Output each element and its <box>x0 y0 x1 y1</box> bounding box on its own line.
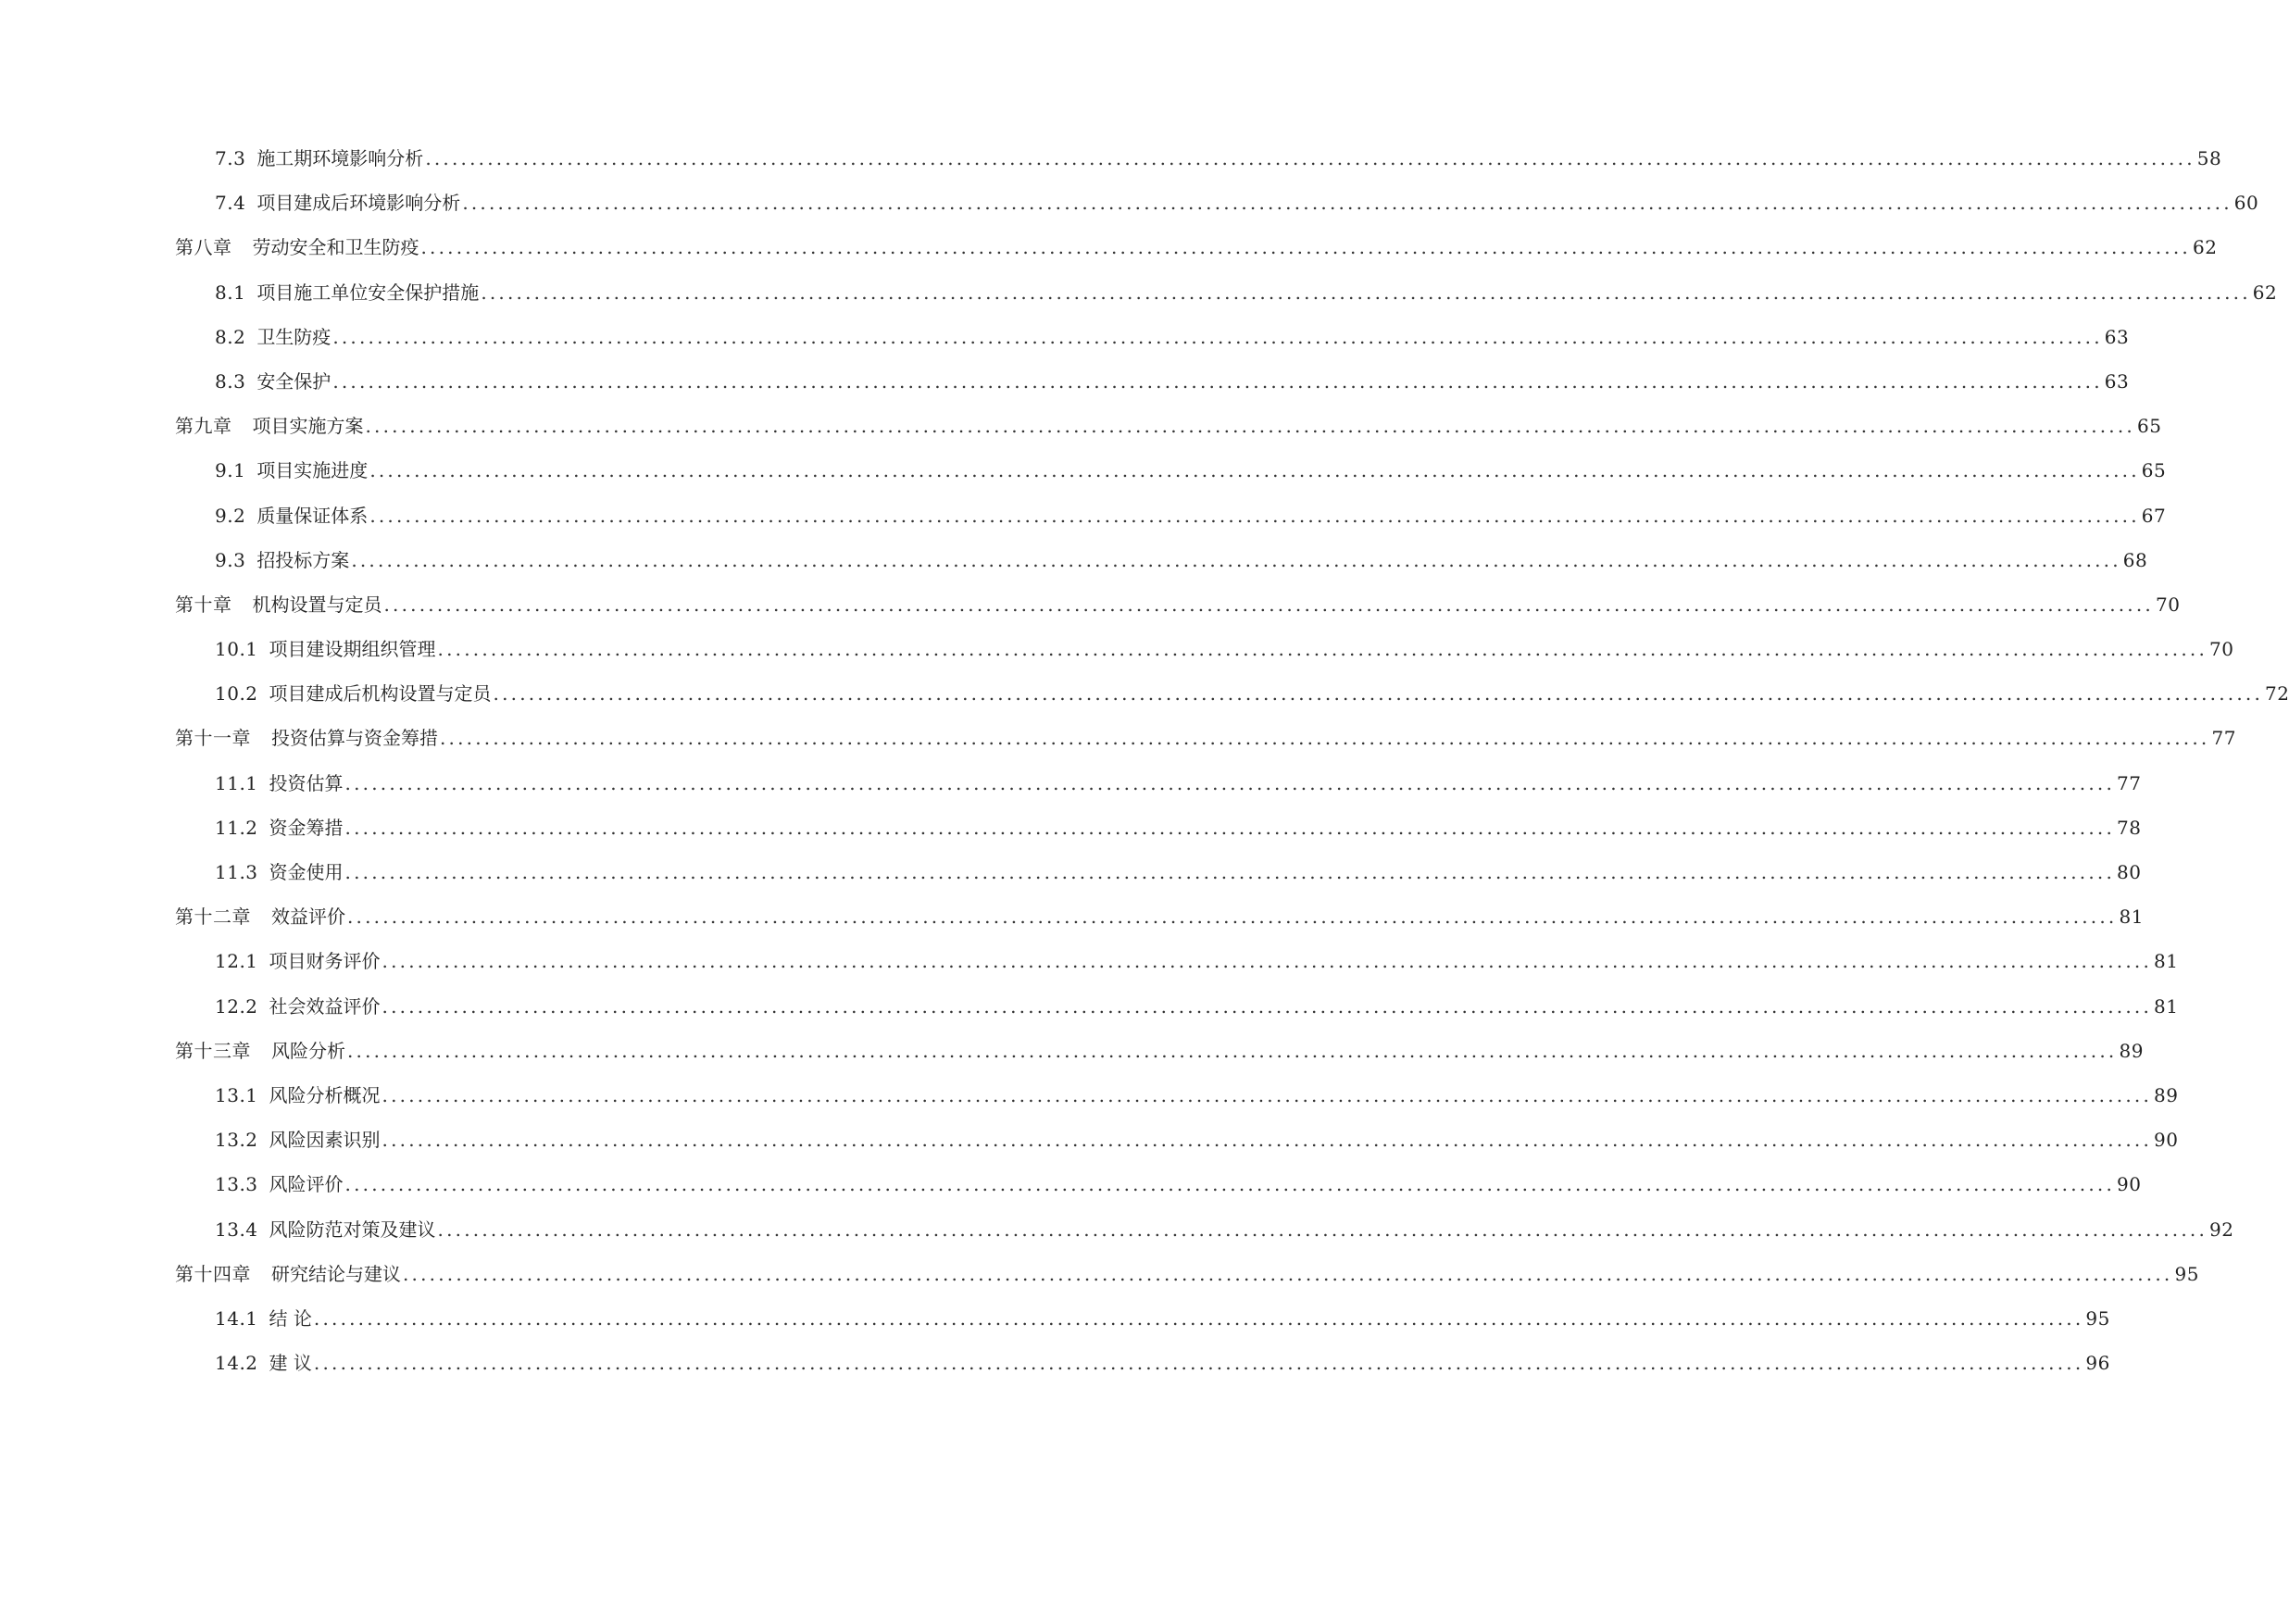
toc-entry-page-number: 89 <box>2119 1039 2144 1062</box>
toc-entry-page-number: 70 <box>2155 593 2181 616</box>
toc-entry-page-number: 63 <box>2104 325 2130 348</box>
toc-section-row[interactable] <box>0 1081 2179 1126</box>
toc-entry-title: 风险分析概况 <box>269 1083 381 1106</box>
toc-section-row[interactable] <box>0 814 2142 858</box>
toc-section-row[interactable] <box>0 635 2234 680</box>
toc-section-row[interactable] <box>0 680 2289 724</box>
toc-entry-number: 13.3 <box>215 1173 258 1196</box>
toc-entry <box>215 1305 2110 1332</box>
toc-entry-number: 14.2 <box>215 1352 258 1375</box>
toc-entry-title: 项目建成后环境影响分析 <box>256 192 461 215</box>
toc-entry-page-number: 58 <box>2196 147 2222 169</box>
dot-leader: ........................................................................................................................................................................................................ <box>347 1039 2118 1062</box>
toc-entry-number: 9.3 <box>215 548 246 571</box>
toc-entry <box>215 635 2234 663</box>
toc-entry-number: 第十章 <box>175 593 232 616</box>
toc-entry-page-number: 65 <box>2136 415 2162 438</box>
toc-entry-page-number: 62 <box>2252 281 2278 304</box>
toc-entry-page-number: 89 <box>2154 1083 2179 1106</box>
dot-leader: ........................................................................................................................................................................................................ <box>332 325 2103 348</box>
dot-leader: ........................................................................................................................................................................................................ <box>425 147 2195 169</box>
dot-leader: ........................................................................................................................................................................................................ <box>493 682 2264 706</box>
toc-entry-title: 劳动安全和卫生防疫 <box>252 236 419 259</box>
toc-chapter-row[interactable] <box>0 591 2181 635</box>
toc-entry-page-number: 77 <box>2117 771 2142 794</box>
toc-entry <box>175 412 2162 440</box>
toc-section-row[interactable] <box>0 1305 2110 1349</box>
toc-entry <box>215 546 2148 574</box>
toc-entry-number: 11.2 <box>215 816 258 839</box>
toc-entry-number: 8.1 <box>215 281 246 304</box>
toc-entry-number: 11.1 <box>215 771 258 794</box>
toc-entry-title: 项目财务评价 <box>269 950 381 973</box>
toc-entry <box>215 1349 2110 1377</box>
toc-entry-title: 风险分析 <box>271 1039 345 1062</box>
toc-entry-page-number: 78 <box>2117 816 2142 839</box>
toc-entry-number: 9.1 <box>215 459 246 482</box>
dot-leader: ........................................................................................................................................................................................................ <box>347 906 2118 929</box>
toc-entry <box>215 1081 2179 1109</box>
toc-entry-title: 投资估算 <box>269 771 344 794</box>
toc-section-row[interactable] <box>0 502 2167 546</box>
toc-entry <box>215 680 2289 707</box>
toc-section-row[interactable] <box>0 368 2130 412</box>
toc-section-row[interactable] <box>0 993 2179 1037</box>
toc-entry <box>175 903 2144 931</box>
toc-section-row[interactable] <box>0 456 2167 501</box>
toc-entry <box>215 814 2142 842</box>
toc-entry-title: 建 议 <box>269 1352 312 1375</box>
toc-entry <box>215 189 2259 217</box>
toc-section-row[interactable] <box>0 144 2222 189</box>
toc-entry-title: 项目施工单位安全保护措施 <box>256 281 480 304</box>
toc-entry <box>215 769 2142 797</box>
dot-leader: ........................................................................................................................................................................................................ <box>437 638 2208 661</box>
toc-entry <box>215 456 2167 484</box>
toc-section-row[interactable] <box>0 947 2179 992</box>
toc-entry-page-number: 80 <box>2117 861 2142 883</box>
toc-entry-title: 安全保护 <box>256 369 331 393</box>
table-of-contents <box>0 144 2289 1393</box>
toc-entry <box>215 144 2222 172</box>
toc-entry-number: 第十四章 <box>175 1262 251 1285</box>
dot-leader: ........................................................................................................................................................................................................ <box>344 771 2116 794</box>
toc-entry-page-number: 77 <box>2211 727 2236 750</box>
dot-leader: ........................................................................................................................................................................................................ <box>420 236 2191 259</box>
toc-entry-page-number: 90 <box>2154 1129 2179 1152</box>
toc-section-row[interactable] <box>0 1216 2234 1260</box>
toc-entry-title: 项目实施进度 <box>256 459 369 482</box>
toc-entry-number: 9.2 <box>215 504 246 527</box>
toc-chapter-row[interactable] <box>0 1037 2144 1081</box>
toc-section-row[interactable] <box>0 323 2130 368</box>
dot-leader: ........................................................................................................................................................................................................ <box>481 281 2251 304</box>
toc-entry <box>215 1126 2179 1154</box>
toc-entry-page-number: 81 <box>2154 994 2179 1018</box>
toc-entry-title: 效益评价 <box>271 906 345 929</box>
toc-entry-title: 结 论 <box>269 1306 312 1330</box>
toc-entry-number: 第九章 <box>175 415 232 438</box>
toc-entry-page-number: 68 <box>2122 548 2148 571</box>
toc-chapter-row[interactable] <box>0 1260 2199 1305</box>
dot-leader: ........................................................................................................................................................................................................ <box>440 727 2210 750</box>
dot-leader: ........................................................................................................................................................................................................ <box>383 593 2154 616</box>
toc-entry-title: 招投标方案 <box>256 548 350 571</box>
toc-entry-number: 11.3 <box>215 861 258 883</box>
toc-entry <box>175 1037 2144 1065</box>
toc-entry-number: 第十二章 <box>175 906 251 929</box>
toc-entry <box>215 947 2179 975</box>
toc-entry-title: 质量保证体系 <box>256 504 369 527</box>
dot-leader: ........................................................................................................................................................................................................ <box>437 1218 2208 1241</box>
dot-leader: ........................................................................................................................................................................................................ <box>344 1173 2116 1196</box>
toc-entry-page-number: 92 <box>2209 1218 2234 1241</box>
dot-leader: ........................................................................................................................................................................................................ <box>344 861 2116 883</box>
toc-entry-page-number: 96 <box>2085 1352 2110 1375</box>
toc-entry-title: 卫生防疫 <box>256 325 331 348</box>
toc-entry-title: 风险评价 <box>269 1173 344 1196</box>
toc-entry-title: 项目实施方案 <box>252 415 364 438</box>
toc-entry-number: 8.2 <box>215 325 246 348</box>
toc-entry <box>175 724 2236 752</box>
toc-entry <box>215 1216 2234 1243</box>
toc-entry-title: 社会效益评价 <box>269 994 381 1018</box>
toc-section-row[interactable] <box>0 1170 2142 1215</box>
dot-leader: ........................................................................................................................................................................................................ <box>382 1083 2153 1106</box>
toc-entry-title: 机构设置与定员 <box>252 593 382 616</box>
toc-entry-page-number: 81 <box>2119 906 2144 929</box>
toc-entry-page-number: 95 <box>2174 1262 2199 1285</box>
toc-entry-number: 13.1 <box>215 1083 258 1106</box>
toc-section-row[interactable] <box>0 858 2142 903</box>
dot-leader: ........................................................................................................................................................................................................ <box>313 1306 2084 1330</box>
dot-leader: ........................................................................................................................................................................................................ <box>365 415 2135 438</box>
toc-entry-number: 第十一章 <box>175 727 251 750</box>
toc-entry-number: 7.3 <box>215 147 246 169</box>
toc-entry-number: 第十三章 <box>175 1039 251 1062</box>
toc-entry-title: 施工期环境影响分析 <box>256 147 424 169</box>
toc-entry-page-number: 95 <box>2085 1306 2110 1330</box>
toc-entry-title: 研究结论与建议 <box>271 1262 401 1285</box>
toc-entry <box>215 858 2142 886</box>
toc-section-row[interactable] <box>0 1126 2179 1170</box>
dot-leader: ........................................................................................................................................................................................................ <box>382 1129 2153 1152</box>
toc-entry-page-number: 63 <box>2104 369 2130 393</box>
toc-entry-number: 10.2 <box>215 682 258 706</box>
dot-leader: ........................................................................................................................................................................................................ <box>351 548 2121 571</box>
toc-entry-title: 风险防范对策及建议 <box>269 1218 436 1241</box>
toc-entry <box>215 993 2179 1020</box>
toc-entry-page-number: 81 <box>2154 950 2179 973</box>
dot-leader: ........................................................................................................................................................................................................ <box>462 192 2233 215</box>
toc-entry-page-number: 60 <box>2233 192 2259 215</box>
toc-entry <box>215 1170 2142 1198</box>
dot-leader: ........................................................................................................................................................................................................ <box>382 950 2153 973</box>
toc-chapter-row[interactable] <box>0 412 2162 456</box>
toc-entry-page-number: 67 <box>2141 504 2167 527</box>
toc-entry-number: 14.1 <box>215 1306 258 1330</box>
toc-entry-page-number: 62 <box>2192 236 2218 259</box>
dot-leader: ........................................................................................................................................................................................................ <box>382 994 2153 1018</box>
toc-entry-page-number: 90 <box>2117 1173 2142 1196</box>
toc-entry-title: 投资估算与资金筹措 <box>271 727 438 750</box>
toc-entry-page-number: 72 <box>2265 682 2289 706</box>
dot-leader: ........................................................................................................................................................................................................ <box>332 369 2103 393</box>
toc-entry <box>175 233 2218 261</box>
dot-leader: ........................................................................................................................................................................................................ <box>369 459 2140 482</box>
toc-chapter-row[interactable] <box>0 724 2236 768</box>
toc-entry-title: 项目建设期组织管理 <box>269 638 436 661</box>
toc-section-row[interactable] <box>0 1349 2110 1393</box>
toc-entry-number: 13.2 <box>215 1129 258 1152</box>
toc-entry-number: 12.1 <box>215 950 258 973</box>
toc-section-row[interactable] <box>0 279 2278 323</box>
toc-chapter-row[interactable] <box>0 903 2144 947</box>
toc-entry-title: 资金筹措 <box>269 816 344 839</box>
toc-entry-title: 风险因素识别 <box>269 1129 381 1152</box>
toc-entry-page-number: 70 <box>2209 638 2234 661</box>
toc-entry <box>175 1260 2199 1288</box>
toc-entry <box>215 502 2167 530</box>
toc-entry <box>215 279 2278 306</box>
dot-leader: ........................................................................................................................................................................................................ <box>369 504 2140 527</box>
toc-entry-number: 12.2 <box>215 994 258 1018</box>
toc-entry-number: 13.4 <box>215 1218 258 1241</box>
toc-entry-number: 10.1 <box>215 638 258 661</box>
dot-leader: ........................................................................................................................................................................................................ <box>344 816 2116 839</box>
toc-chapter-row[interactable] <box>0 233 2218 278</box>
toc-section-row[interactable] <box>0 769 2142 814</box>
toc-entry-number: 8.3 <box>215 369 246 393</box>
toc-entry-page-number: 65 <box>2141 459 2167 482</box>
toc-entry-number: 7.4 <box>215 192 246 215</box>
toc-entry-title: 资金使用 <box>269 861 344 883</box>
toc-entry-number: 第八章 <box>175 236 232 259</box>
toc-section-row[interactable] <box>0 546 2148 591</box>
dot-leader: ........................................................................................................................................................................................................ <box>403 1262 2173 1285</box>
toc-section-row[interactable] <box>0 189 2259 233</box>
toc-entry <box>215 368 2130 395</box>
dot-leader: ........................................................................................................................................................................................................ <box>313 1352 2084 1375</box>
toc-entry <box>215 323 2130 351</box>
toc-entry <box>175 591 2181 618</box>
toc-entry-title: 项目建成后机构设置与定员 <box>269 682 492 706</box>
